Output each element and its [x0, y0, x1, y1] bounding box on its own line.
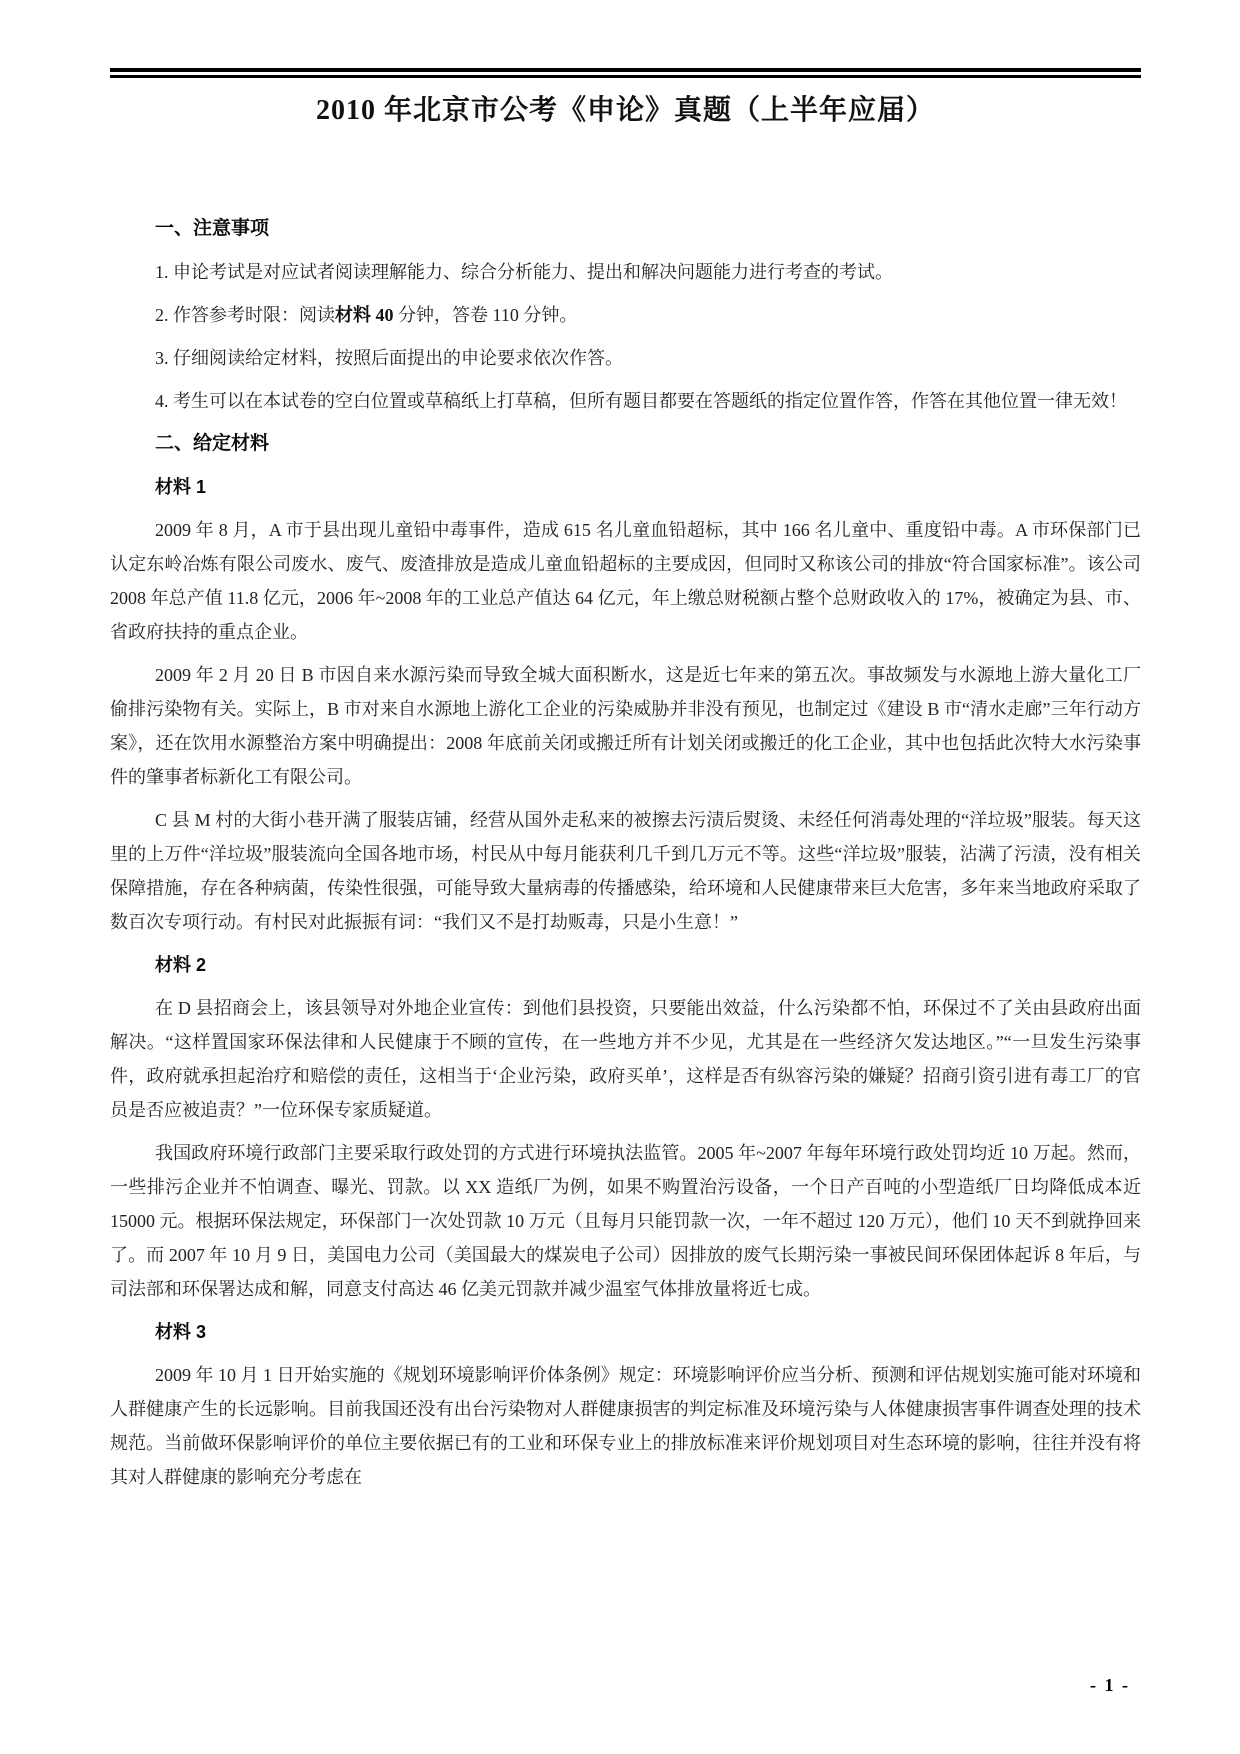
- given-materials-section: [110, 427, 1141, 1494]
- material-2-heading: 材料 2: [155, 955, 207, 975]
- notes-section: [110, 212, 1141, 418]
- note-item-2: [110, 298, 1141, 332]
- notes-heading: 一、注意事项: [155, 218, 270, 239]
- page-number: - 1 -: [1090, 1675, 1130, 1695]
- given-materials-heading: 二、给定材料: [155, 433, 270, 454]
- material-1: [110, 470, 1141, 939]
- note-item-2-prefix: 2. 作答参考时限：阅读: [155, 305, 335, 325]
- material-3: [110, 1315, 1141, 1494]
- material-1-heading: 材料 1: [155, 477, 207, 497]
- note-item-3: 3. 仔细阅读给定材料，按照后面提出的申论要求依次作答。: [155, 348, 623, 368]
- material-2: [110, 948, 1141, 1306]
- material-2-paragraph-1: 在 D 县招商会上，该县领导对外地企业宣传：到他们县投资，只要能出效益，什么污染都不怕，环保过不了关由县政府出面解决。“这样置国家环保法律和人民健康于不顾的宣传，在一些地方并不少见，尤其是在一些经济欠发达地区。”“一旦发生污染事件，政府就承担起治疗和赔偿的责任，这相当于‘企业污染，政府买单’，这样是否有纵容污染的嫌疑？招商引资引进有毒工厂的官员是否应被追责？”一位环保专家质疑道。: [110, 998, 1141, 1120]
- header-double-rule: [110, 68, 1141, 78]
- material-1-paragraph-1: 2009 年 8 月，A 市于县出现儿童铅中毒事件，造成 615 名儿童血铅超标，其中 166 名儿童中、重度铅中毒。A 市环保部门已认定东岭冶炼有限公司废水、废气、废渣排放是造成儿童血铅超标的主要成因，但同时又称该公司的排放“符合国家标准”。该公司 2008 年总产值 11.8 亿元，2006 年~2008 年的工业总产值达 64 亿元，年上缴总财税额占整个总财政收入的 17%，被确定为县、市、省政府扶持的重点企业。: [110, 520, 1141, 642]
- material-1-paragraph-3: C 县 M 村的大街小巷开满了服装店铺，经营从国外走私来的被擦去污渍后熨烫、未经任何消毒处理的“洋垃圾”服装。每天这里的上万件“洋垃圾”服装流向全国各地市场，村民从中每月能获利几千到几万元不等。这些“洋垃圾”服装，沾满了污渍，没有相关保障措施，存在各种病菌，传染性很强，可能导致大量病毒的传播感染，给环境和人民健康带来巨大危害，多年来当地政府采取了数百次专项行动。有村民对此振振有词：“我们又不是打劫贩毒，只是小生意！”: [110, 810, 1141, 932]
- material-3-heading: 材料 3: [155, 1322, 207, 1342]
- note-item-1: 1. 申论考试是对应试者阅读理解能力、综合分析能力、提出和解决问题能力进行考查的考试。: [155, 262, 893, 282]
- note-item-4: 4. 考生可以在本试卷的空白位置或草稿纸上打草稿，但所有题目都要在答题纸的指定位置作答，作答在其他位置一律无效！: [155, 391, 1127, 411]
- document-title: 2010 年北京市公考《申论》真题（上半年应届）: [315, 95, 935, 126]
- material-3-paragraph-1: 2009 年 10 月 1 日开始实施的《规划环境影响评价体条例》规定：环境影响评价应当分析、预测和评估规划实施可能对环境和人群健康产生的长远影响。目前我国还没有出台污染物对人群健康损害的判定标准及环境污染与人体健康损害事件调查处理的技术规范。当前做环保影响评价的单位主要依据已有的工业和环保专业上的排放标准来评价规划项目对生态环境的影响，往往并没有将其对人群健康的影响充分考虑在: [110, 1365, 1141, 1487]
- note-item-2-suffix: 分钟，答卷 110 分钟。: [398, 305, 578, 325]
- material-1-paragraph-2: 2009 年 2 月 20 日 B 市因自来水源污染而导致全城大面积断水，这是近七年来的第五次。事故频发与水源地上游大量化工厂偷排污染物有关。实际上，B 市对来自水源地上游化工企业的污染威胁并非没有预见，也制定过《建设 B 市“清水走廊”三年行动方案》，还在饮用水源整治方案中明确提出：2008 年底前关闭或搬迁所有计划关闭或搬迁的化工企业，其中也包括此次特大水污染事件的肇事者标新化工有限公司。: [110, 665, 1141, 787]
- material-2-paragraph-2: 我国政府环境行政部门主要采取行政处罚的方式进行环境执法监管。2005 年~2007 年每年环境行政处罚均近 10 万起。然而，一些排污企业并不怕调查、曝光、罚款。以 XX 造纸厂为例，如果不购置治污设备，一个日产百吨的小型造纸厂日均降低成本近 15000 元。根据环保法规定，环保部门一次处罚款 10 万元（且每月只能罚款一次，一年不超过 120 万元），他们 10 天不到就挣回来了。而 2007 年 10 月 9 日，美国电力公司（美国最大的煤炭电子公司）因排放的废气长期污染一事被民间环保团体起诉 8 年后，与司法部和环保署达成和解，同意支付高达 46 亿美元罚款并减少温室气体排放量将近七成。: [110, 1143, 1141, 1299]
- note-item-2-bold-text: 材料 40: [335, 305, 398, 325]
